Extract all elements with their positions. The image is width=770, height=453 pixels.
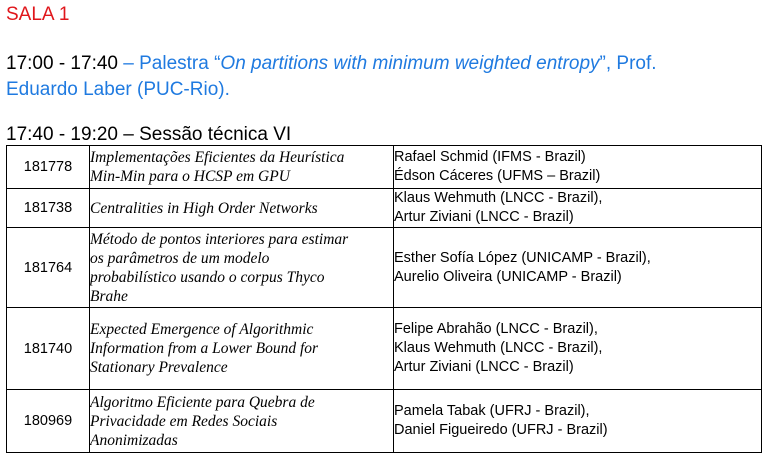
paper-id: 181738 [7,189,90,228]
author-line: Felipe Abrahão (LNCC - Brazil), [394,321,598,337]
table-row [7,228,762,308]
paper-authors [394,390,762,453]
author-line: Aurelio Oliveira (UNICAMP - Brazil) [394,268,622,285]
author-line: Klaus Wehmuth (LNCC - Brazil), [394,190,603,206]
author-line: Rafael Schmid (IFMS - Brazil) [394,149,586,165]
paper-title [90,390,394,453]
paper-title-line: Expected Emergence of Algorithmic [90,321,314,338]
keynote-talk [6,51,746,103]
paper-title [90,308,394,390]
paper-title-line: Anonimizadas [90,431,178,449]
paper-authors [394,189,762,228]
table-row [7,308,762,390]
paper-id: 180969 [7,390,90,453]
session-table [6,145,762,453]
session-table-body [7,146,762,453]
paper-authors [394,308,762,390]
talk-speaker: Eduardo Laber (PUC-Rio). [6,79,230,100]
paper-id: 181740 [7,308,90,390]
paper-title-line: Privacidade em Redes Sociais [90,412,278,430]
paper-title [90,189,394,228]
session-time: 17:40 - 19:20 [6,124,118,145]
paper-title-line: Centralities in High Order Networks [90,199,318,217]
paper-title-line: Stationary Prevalence [90,359,228,376]
session-label: – Sessão técnica VI [117,124,292,145]
paper-title [90,146,394,189]
author-line: Esther Sofía López (UNICAMP - Brazil), [394,249,651,266]
talk-suffix: ”, Prof. [599,53,657,74]
table-row [7,146,762,189]
paper-title-line: Information from a Lower Bound for [90,340,319,357]
paper-authors [394,146,762,189]
paper-title-line: os parâmetros de um modelo [90,249,270,267]
session-heading [6,124,291,146]
table-row [7,189,762,228]
author-line: Artur Ziviani (LNCC - Brazil) [394,209,574,225]
paper-title [90,228,394,308]
paper-title-line: probabilístico usando o corpus Thyco [90,268,325,286]
talk-title: On partitions with minimum weighted entropy [220,53,600,74]
talk-time: 17:00 - 17:40 [6,53,118,74]
paper-title-line: Implementações Eficientes da Heurística [90,149,345,166]
paper-title-line: Algoritmo Eficiente para Quebra de [90,393,315,411]
paper-authors [394,228,762,308]
paper-id: 181778 [7,146,90,189]
author-line: Klaus Wehmuth (LNCC - Brazil), [394,340,603,356]
paper-id: 181764 [7,228,90,308]
paper-title-line: Min-Min para o HCSP em GPU [90,168,290,185]
table-row [7,390,762,453]
author-line: Pamela Tabak (UFRJ - Brazil), [394,403,590,419]
talk-prefix: – Palestra “ [117,53,221,74]
author-line: Daniel Figueiredo (UFRJ - Brazil) [394,422,608,438]
paper-title-line: Brahe [90,287,128,305]
author-line: Édson Cáceres (UFMS – Brazil) [394,168,601,184]
author-line: Artur Ziviani (LNCC - Brazil) [394,359,574,375]
room-heading: SALA 1 [6,4,70,25]
paper-title-line: Método de pontos interiores para estimar [90,230,349,248]
